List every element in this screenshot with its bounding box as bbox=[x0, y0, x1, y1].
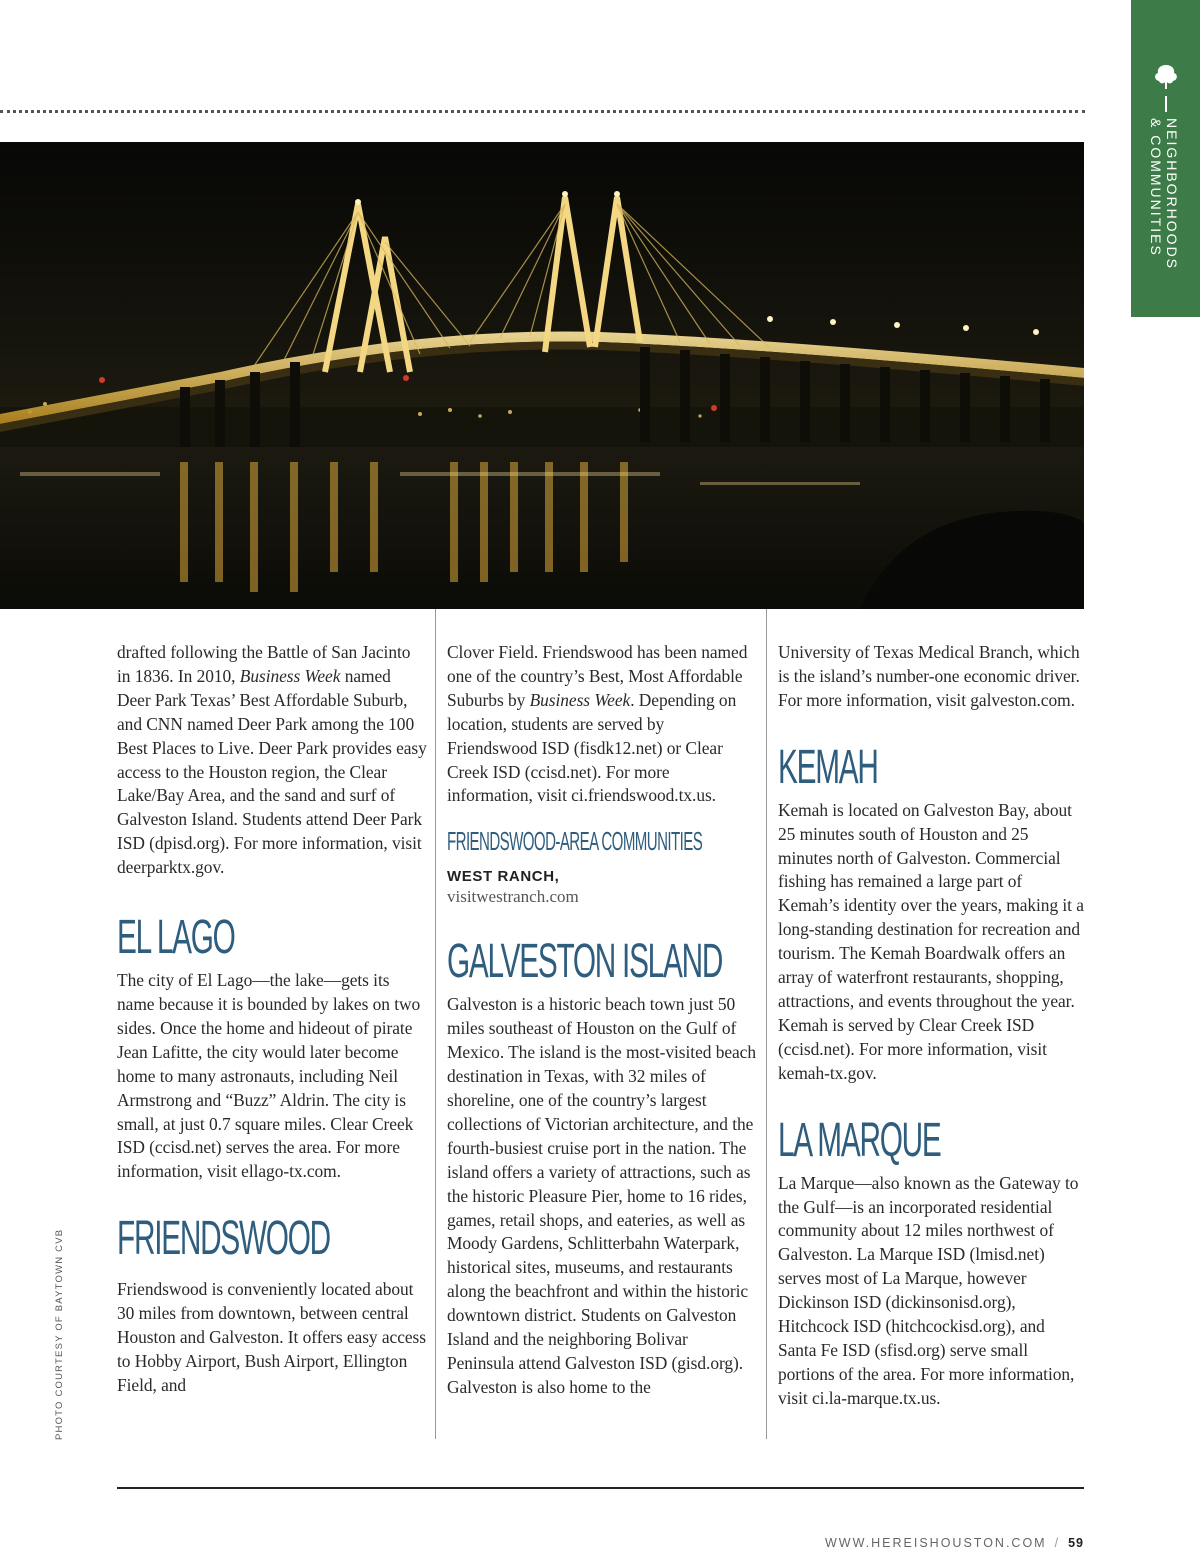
galveston-continuation: University of Texas Medical Branch, which is the island’s number-one economic driver. For more information, visit galveston.com. bbox=[778, 642, 1080, 710]
friendswood-text-b: . Depending on location, students are served by Friendswood ISD (fisdk12.net) or Clear Creek ISD (ccisd.net). For more information, visit ci.friendswood.tx.us. bbox=[447, 689, 737, 806]
bridge-photo-illustration bbox=[0, 142, 1084, 609]
deer-park-text-a: drafted following the Battle of San Jacinto in 1836. In 2010, bbox=[117, 642, 411, 686]
section-tab-label-line1: NEIGHBORHOODS bbox=[1164, 118, 1180, 271]
community-link[interactable]: visitwestranch.com bbox=[447, 887, 579, 907]
friendswood-heading: FRIENDSWOOD bbox=[117, 1212, 330, 1266]
deer-park-text-b: named Deer Park Texas’ Best Affordable Suburb, and CNN named Deer Park among the 100 Best Places to Live. Deer Park provides easy access to the Houston region, the Clear Lake/Bay Area, and the sand and surf of Galveston Island. Students attend Deer Park ISD (dpisd.org). For more information, visit deerparktx.gov. bbox=[117, 665, 427, 878]
friendswood-text-a: Clover Field. Friendswood has been named one of the country’s Best, Most Affordable Suburbs by bbox=[447, 642, 748, 710]
galveston-body: Galveston is a historic beach town just 50 miles southeast of Houston on the Gulf of Mexico. The island is the most-visited beach destination in Texas, with 32 miles of shoreline, one of the country’s largest collections of Victorian architecture, and the fourth-busiest cruise port in the nation. The island offers a variety of attractions, such as the historic Pleasure Pier, home to 16 rides, games, retail shops, and eateries, as well as Moody Gardens, Schlitterbahn Waterpark, historical sites, museums, and restaurants along the beachfront and within the historic downtown district. Students on Galveston Island and the neighboring Bolivar Peninsula attend Galveston ISD (gisd.org). Galveston is also home to the bbox=[447, 994, 756, 1397]
section-tab-label bbox=[1148, 118, 1180, 270]
friendswood-publication: Business Week bbox=[529, 689, 631, 710]
kemah-heading: KEMAH bbox=[778, 740, 878, 794]
el-lago-heading: EL LAGO bbox=[117, 911, 235, 965]
photo-credit: PHOTO COURTESY OF BAYTOWN CVB bbox=[54, 1228, 65, 1440]
tree-icon bbox=[1151, 62, 1181, 92]
la-marque-heading: LA MARQUE bbox=[778, 1113, 941, 1167]
community-name: WEST RANCH, bbox=[447, 868, 560, 886]
friendswood-area-heading: FRIENDSWOOD-AREA COMMUNITIES bbox=[447, 826, 703, 857]
deer-park-publication: Business Week bbox=[239, 665, 341, 686]
section-tab-label-line2: & COMMUNITIES bbox=[1148, 118, 1164, 257]
column-2 bbox=[447, 641, 757, 1400]
deer-park-continuation bbox=[117, 641, 427, 880]
footer-divider bbox=[117, 1487, 1084, 1489]
tab-separator bbox=[1165, 96, 1167, 112]
column-3 bbox=[778, 641, 1084, 1411]
kemah-body: Kemah is located on Galveston Bay, about 25 minutes south of Houston and 25 minutes north of Galveston. Commercial fishing has remained a large part of Kemah’s identity over the years, making it a long-standing destination for recreation and tourism. The Kemah Boardwalk offers an array of waterfront restaurants, shopping, attractions, and events throughout the year. Kemah is served by Clear Creek ISD (ccisd.net). For more information, visit kemah-tx.gov. bbox=[778, 799, 1084, 1083]
page-number: 59 bbox=[1068, 1536, 1084, 1550]
friendswood-continuation bbox=[447, 641, 757, 808]
bridge-photo bbox=[0, 142, 1084, 609]
footer-url[interactable]: WWW.HEREISHOUSTON.COM bbox=[824, 1536, 1047, 1550]
page-footer bbox=[825, 1536, 1084, 1550]
column-divider-2 bbox=[766, 609, 767, 1439]
column-1 bbox=[117, 641, 427, 1398]
footer-separator: / bbox=[1054, 1536, 1061, 1550]
top-dotted-divider bbox=[0, 110, 1085, 113]
friendswood-body: Friendswood is conveniently located about 30 miles from downtown, between central Houston and Galveston. It offers easy access to Hobby Airport, Bush Airport, Ellington Field, and bbox=[117, 1279, 426, 1395]
galveston-heading: GALVESTON ISLAND bbox=[447, 935, 723, 989]
column-divider-1 bbox=[435, 609, 436, 1439]
el-lago-body: The city of El Lago—the lake—gets its name because it is bounded by lakes on two sides. Once the home and hideout of pirate Jean Lafitte, the city would later become home to many astronauts, including Neil Armstrong and “Buzz” Aldrin. The city is small, at just 0.7 square miles. Clear Creek ISD (ccisd.net) serves the area. For more information, visit ellago-tx.com. bbox=[117, 970, 421, 1182]
la-marque-body: La Marque—also known as the Gateway to the Gulf—is an incorporated residential community about 12 miles northwest of Galveston. La Marque ISD (lmisd.net) serves most of La Marque, however Dickinson ISD (dickinsonisd.org), Hitchcock ISD (hitchcockisd.org), and Santa Fe ISD (sfisd.org) serve small portions of the area. For more information, visit ci.la-marque.tx.us. bbox=[778, 1172, 1079, 1408]
